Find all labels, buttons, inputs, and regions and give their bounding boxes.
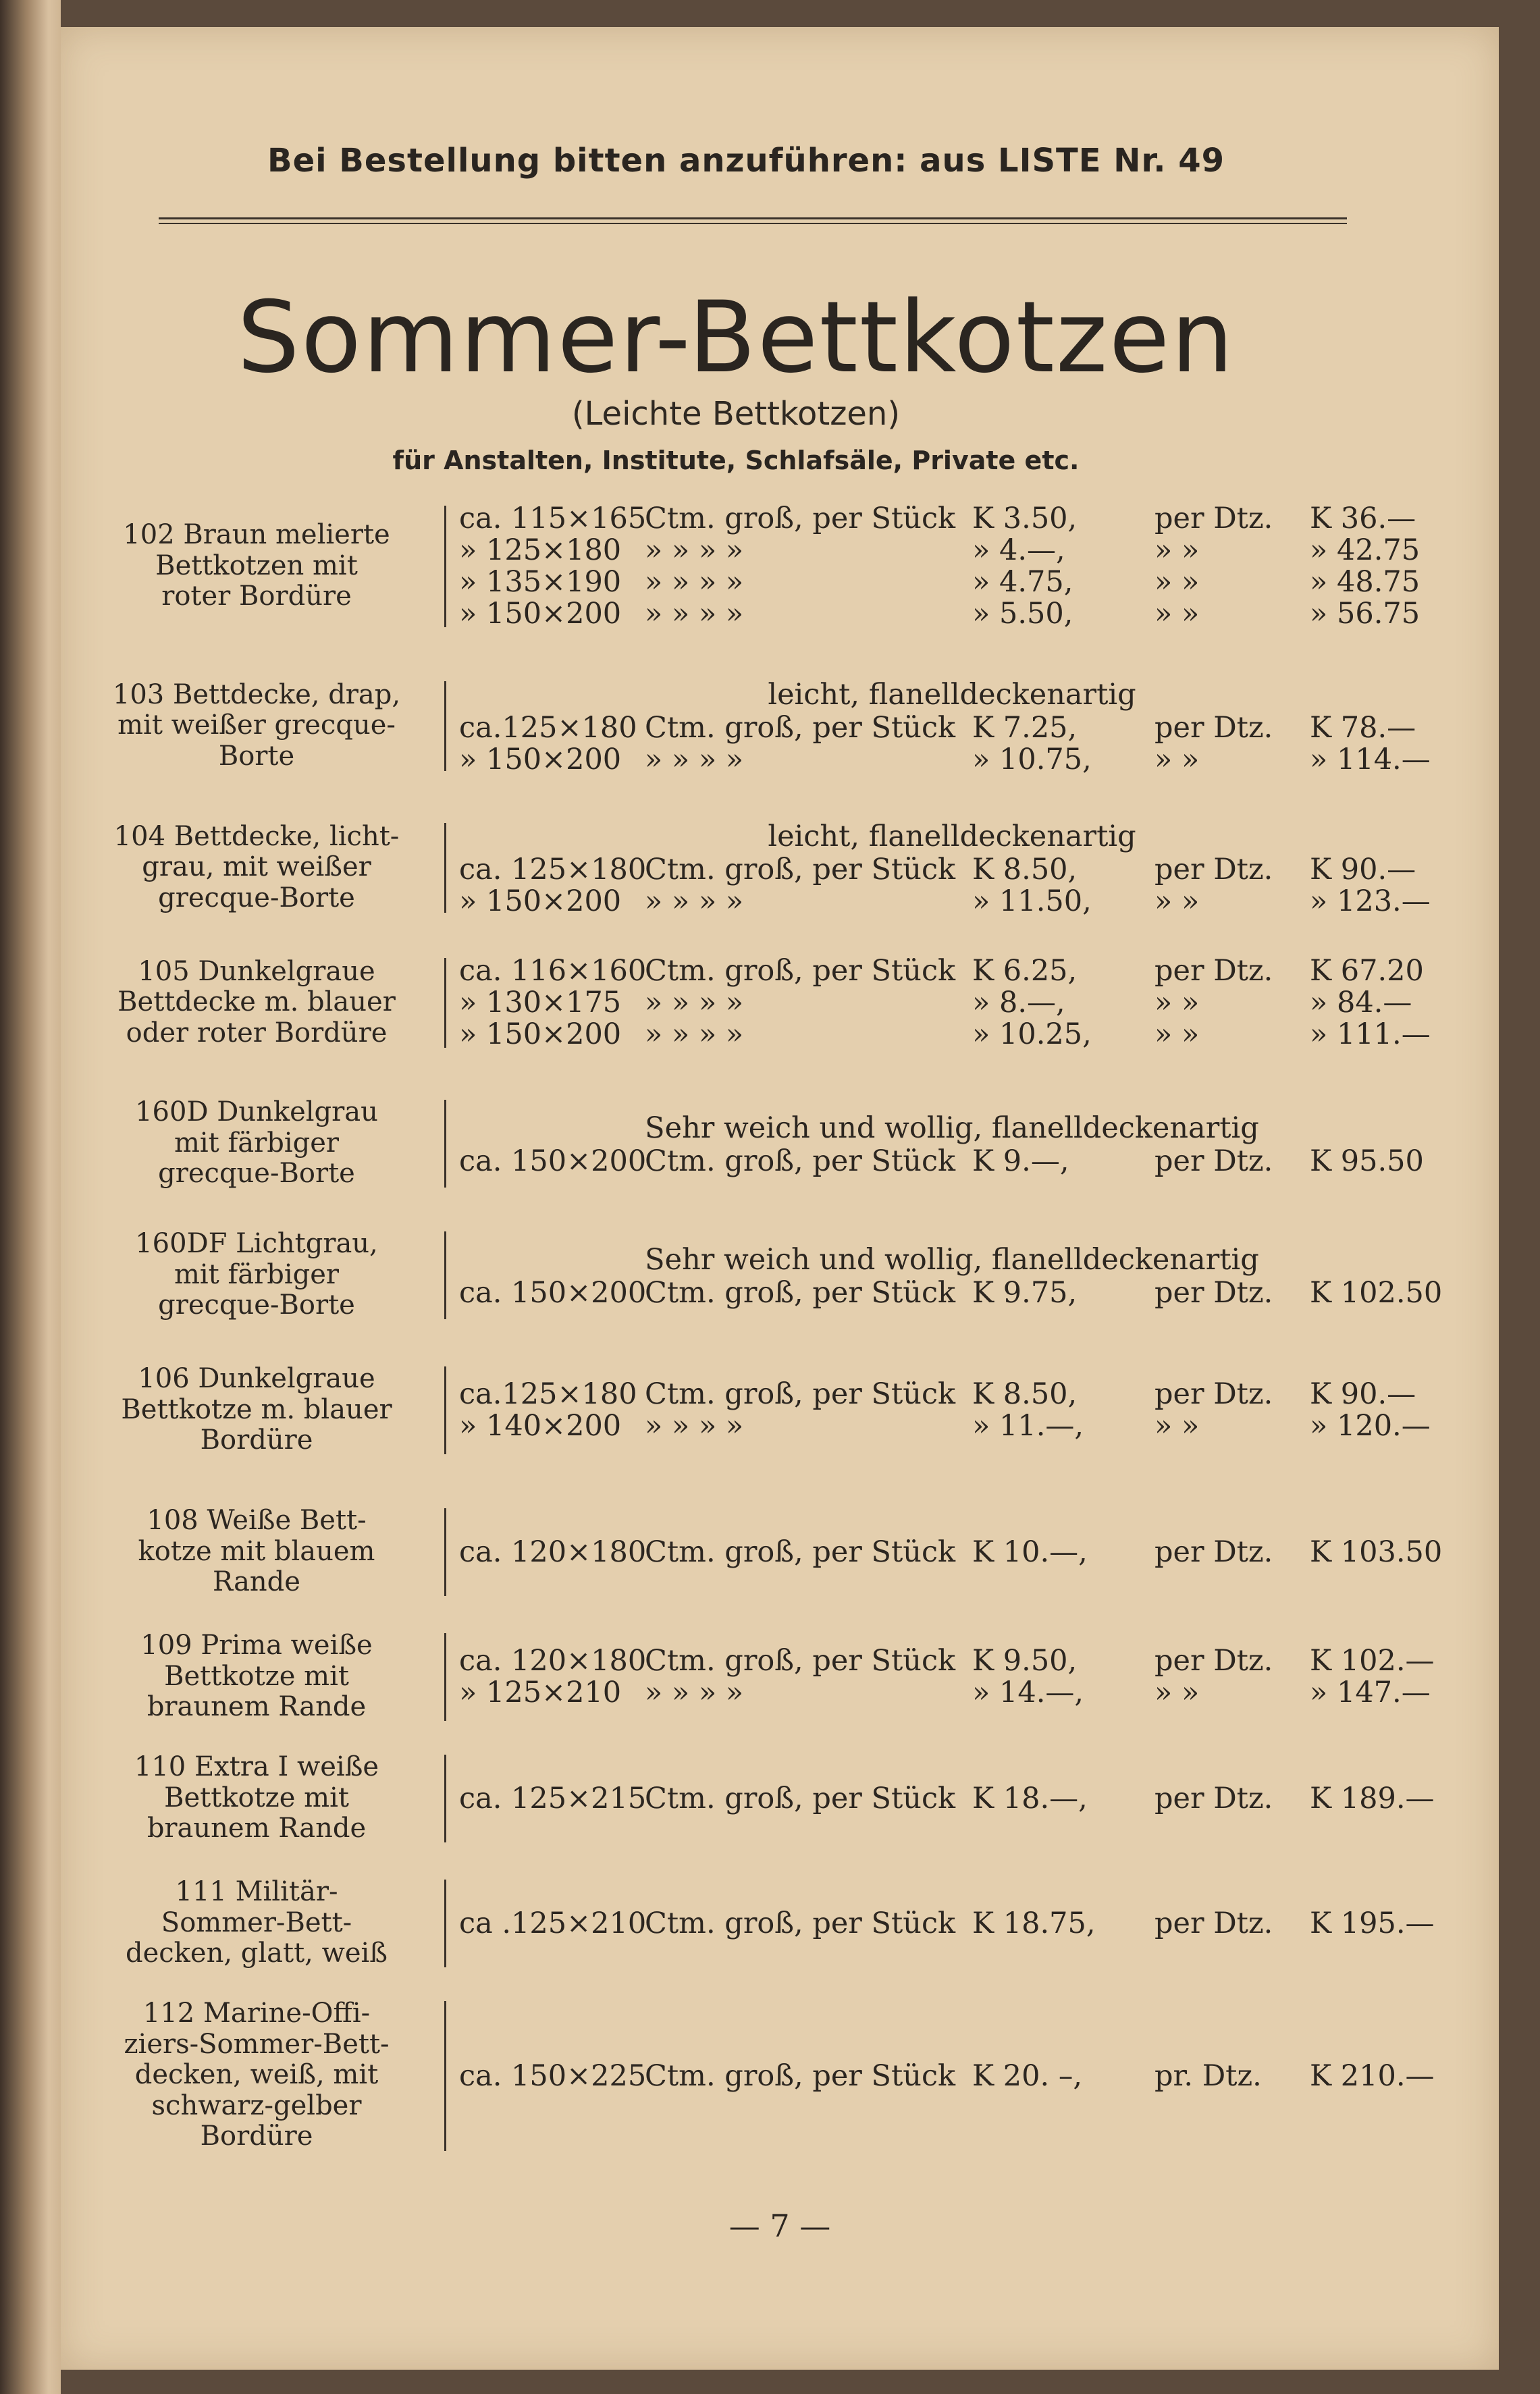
price-lines [459, 954, 1431, 1051]
price-lines [459, 1535, 1443, 1569]
dozen-label: » » [1154, 1676, 1200, 1709]
dozen-price: » 111.— [1310, 1017, 1431, 1051]
grouping-brace [444, 958, 456, 1048]
unit-description: » » » » [645, 884, 744, 918]
price-row [459, 854, 1418, 886]
dozen-label: per Dtz. [1154, 1377, 1273, 1411]
product-description: 109 Prima weiße Bettkotze mit braunem Rande [140, 1630, 373, 1723]
product-description: 112 Marine-Offi- ziers-Sommer-Bett- decken, weiß, mit schwarz-gelber Bordüre [124, 1998, 390, 2152]
unit-price: K 6.25, [972, 954, 1078, 988]
price-row [459, 2058, 1435, 2093]
unit-price: K 7.25, [972, 711, 1078, 745]
product-description: 102 Braun melierte Bettkotzen mit roter Bordüre [123, 519, 390, 612]
size-value: ca. 150×200 [459, 1144, 647, 1178]
dozen-label: per Dtz. [1154, 1535, 1273, 1569]
dozen-label: per Dtz. [1154, 853, 1273, 886]
size-value: ca. 125×180 [459, 853, 647, 886]
page-number: — 7 — [728, 2208, 831, 2244]
product-description: 105 Dunkelgraue Bettdecke m. blauer oder roter Bordüre [117, 955, 396, 1048]
price-row [459, 987, 1418, 1019]
page-subtitle: (Leichte Bettkotzen) [571, 395, 901, 433]
price-lines [459, 1243, 1443, 1310]
dozen-price: K 36.— [1310, 502, 1416, 535]
dozen-label: per Dtz. [1154, 1644, 1273, 1678]
dozen-price: K 102.— [1310, 1644, 1435, 1678]
unit-price: » 10.25, [972, 1017, 1092, 1051]
dozen-label: » » [1154, 743, 1200, 776]
price-row [459, 566, 1418, 598]
price-lines [459, 1906, 1435, 1940]
dozen-price: K 90.— [1310, 1377, 1416, 1411]
dozen-price: K 102.50 [1310, 1276, 1443, 1310]
size-value: » 150×200 [459, 597, 622, 631]
unit-price: » 4.75, [972, 565, 1073, 599]
dozen-label: pr. Dtz. [1154, 2058, 1262, 2093]
dozen-label: per Dtz. [1154, 711, 1273, 745]
unit-description: » » » » [645, 1676, 744, 1709]
dozen-price: » 48.75 [1310, 565, 1420, 599]
unit-description: » » » » [645, 533, 744, 567]
price-row [459, 1906, 1435, 1940]
unit-price: K 9.—, [972, 1144, 1069, 1178]
price-row [459, 535, 1418, 566]
size-value: ca. 116×160 [459, 954, 647, 988]
unit-description: Ctm. groß, per Stück [645, 1906, 956, 1940]
product-note: Sehr weich und wollig, flanelldeckenartig [645, 1243, 1259, 1277]
unit-price: » 14.—, [972, 1676, 1084, 1709]
dozen-label: » » [1154, 884, 1200, 918]
price-lines [459, 1781, 1435, 1815]
dozen-label: » » [1154, 565, 1200, 599]
size-value: ca. 125×215 [459, 1781, 647, 1815]
dozen-price: K 189.— [1310, 1781, 1435, 1815]
dozen-price: » 56.75 [1310, 597, 1420, 631]
unit-description: » » » » [645, 743, 744, 776]
unit-price: » 11.—, [972, 1409, 1084, 1443]
dozen-label: per Dtz. [1154, 502, 1273, 535]
dozen-price: » 114.— [1310, 743, 1431, 776]
page-title: Sommer-Bettkotzen [237, 280, 1235, 395]
size-value: ca. 120×180 [459, 1644, 647, 1678]
price-row [459, 1017, 1431, 1051]
dozen-price: » 42.75 [1310, 533, 1420, 567]
price-row [459, 1644, 1435, 1678]
price-lines [459, 678, 1431, 776]
unit-price: » 11.50, [972, 884, 1092, 918]
unit-description: Ctm. groß, per Stück [645, 1276, 956, 1310]
size-value: » 125×180 [459, 533, 622, 567]
product-note: Sehr weich und wollig, flanelldeckenartig [645, 1111, 1259, 1145]
product-description: 160DF Lichtgrau, mit färbiger grecque-Borte [135, 1228, 378, 1321]
unit-description: » » » » [645, 597, 744, 631]
price-lines [459, 1377, 1431, 1443]
unit-price: K 8.50, [972, 1377, 1078, 1411]
dozen-price: K 103.50 [1310, 1535, 1443, 1569]
dozen-label: » » [1154, 986, 1200, 1019]
unit-price: K 8.50, [972, 853, 1078, 886]
dozen-label: per Dtz. [1154, 1276, 1273, 1310]
size-value: ca. 115×165 [459, 502, 647, 535]
price-row [459, 743, 1431, 776]
size-value: ca .125×210 [459, 1906, 647, 1940]
dozen-price: » 120.— [1310, 1409, 1431, 1443]
unit-description: Ctm. groß, per Stück [645, 1144, 956, 1178]
unit-description: Ctm. groß, per Stück [645, 1535, 956, 1569]
dozen-price: K 210.— [1310, 2058, 1435, 2093]
book-spine-shadow [0, 0, 61, 2394]
price-row [459, 1379, 1418, 1410]
product-description: 110 Extra I weiße Bettkotze mit braunem Rande [134, 1751, 379, 1844]
size-value: ca.125×180 [459, 1377, 637, 1411]
price-row [459, 598, 1418, 630]
unit-description: Ctm. groß, per Stück [645, 1644, 956, 1678]
grouping-brace [444, 1633, 456, 1721]
grouping-brace [444, 1366, 456, 1454]
unit-description: » » » » [645, 986, 744, 1019]
dozen-label: » » [1154, 1409, 1200, 1443]
grouping-brace [444, 1880, 456, 1967]
unit-description: Ctm. groß, per Stück [645, 502, 956, 535]
unit-description: Ctm. groß, per Stück [645, 711, 956, 745]
dozen-label: » » [1154, 597, 1200, 631]
unit-price: K 18.—, [972, 1781, 1088, 1815]
size-value: ca. 120×180 [459, 1535, 647, 1569]
size-value: » 150×200 [459, 884, 622, 918]
dozen-price: » 84.— [1310, 986, 1412, 1019]
dozen-label: per Dtz. [1154, 1781, 1273, 1815]
dozen-price: K 95.50 [1310, 1144, 1424, 1178]
dozen-price: K 195.— [1310, 1906, 1435, 1940]
unit-description: » » » » [645, 1409, 744, 1443]
unit-description: » » » » [645, 1017, 744, 1051]
grouping-brace [444, 681, 456, 771]
price-row [459, 884, 1431, 918]
size-value: ca.125×180 [459, 711, 637, 745]
product-description: 104 Bettdecke, licht- grau, mit weißer grecque-Borte [113, 820, 400, 913]
unit-description: Ctm. groß, per Stück [645, 1781, 956, 1815]
size-value: » 150×200 [459, 743, 622, 776]
product-description: 111 Militär- Sommer-Bett- decken, glatt, weiß [125, 1876, 388, 1969]
unit-price: K 3.50, [972, 502, 1078, 535]
order-reference-header: Bei Bestellung bitten anzuführen: aus LISTE Nr. 49 [267, 142, 1225, 180]
grouping-brace [444, 1231, 456, 1319]
price-row [459, 1676, 1431, 1709]
price-lines [459, 1644, 1435, 1709]
unit-price: K 10.—, [972, 1535, 1088, 1569]
dozen-label: per Dtz. [1154, 1144, 1273, 1178]
product-description: 160D Dunkelgrau mit färbiger grecque-Borte [135, 1096, 378, 1190]
unit-price: » 8.—, [972, 986, 1065, 1019]
price-row [459, 1276, 1443, 1310]
grouping-brace [444, 2001, 456, 2151]
unit-price: K 20. –, [972, 2058, 1083, 2093]
dozen-price: » 123.— [1310, 884, 1431, 918]
product-note: leicht, flanelldeckenartig [768, 820, 1136, 853]
unit-price: » 5.50, [972, 597, 1073, 631]
grouping-brace [444, 1100, 456, 1188]
dozen-label: » » [1154, 1017, 1200, 1051]
unit-price: K 9.75, [972, 1276, 1078, 1310]
unit-price: » 10.75, [972, 743, 1092, 776]
product-description: 108 Weiße Bett- kotze mit blauem Rande [138, 1505, 375, 1598]
dozen-price: K 90.— [1310, 853, 1416, 886]
size-value: » 125×210 [459, 1676, 622, 1709]
grouping-brace [444, 823, 456, 913]
dozen-label: per Dtz. [1154, 1906, 1273, 1940]
price-row [459, 954, 1424, 988]
price-row [459, 503, 1418, 535]
size-value: » 140×200 [459, 1409, 622, 1443]
dozen-label: » » [1154, 533, 1200, 567]
grouping-brace [444, 1755, 456, 1842]
size-value: » 135×190 [459, 565, 622, 599]
dozen-price: K 78.— [1310, 711, 1416, 745]
dozen-price: » 147.— [1310, 1676, 1431, 1709]
grouping-brace [444, 1508, 456, 1596]
price-lines [459, 820, 1431, 918]
unit-price: K 18.75, [972, 1906, 1096, 1940]
price-row [459, 1535, 1443, 1569]
dozen-label: per Dtz. [1154, 954, 1273, 988]
dozen-price: K 67.20 [1310, 954, 1424, 988]
size-value: ca. 150×225 [459, 2058, 647, 2093]
size-value: ca. 150×200 [459, 1276, 647, 1310]
size-value: » 150×200 [459, 1017, 622, 1051]
unit-description: Ctm. groß, per Stück [645, 853, 956, 886]
header-rule-top [159, 217, 1347, 219]
price-row [459, 1409, 1431, 1443]
price-lines [459, 503, 1418, 630]
price-lines [459, 2058, 1435, 2093]
grouping-brace [444, 506, 456, 627]
target-audience: für Anstalten, Institute, Schlafsäle, Private etc. [392, 446, 1080, 475]
unit-price: » 4.—, [972, 533, 1065, 567]
size-value: » 130×175 [459, 986, 622, 1019]
price-row [459, 1144, 1424, 1178]
unit-description: Ctm. groß, per Stück [645, 2058, 956, 2093]
product-description: 106 Dunkelgraue Bettkotze m. blauer Bordüre [121, 1363, 392, 1456]
product-note: leicht, flanelldeckenartig [768, 678, 1136, 712]
unit-description: » » » » [645, 565, 744, 599]
price-lines [459, 1111, 1424, 1178]
header-rule-bottom [159, 223, 1347, 224]
unit-description: Ctm. groß, per Stück [645, 1377, 956, 1411]
unit-description: Ctm. groß, per Stück [645, 954, 956, 988]
price-row [459, 1781, 1435, 1815]
product-description: 103 Bettdecke, drap, mit weißer grecque- Borte [112, 679, 401, 772]
unit-price: K 9.50, [972, 1644, 1078, 1678]
price-row [459, 712, 1418, 744]
